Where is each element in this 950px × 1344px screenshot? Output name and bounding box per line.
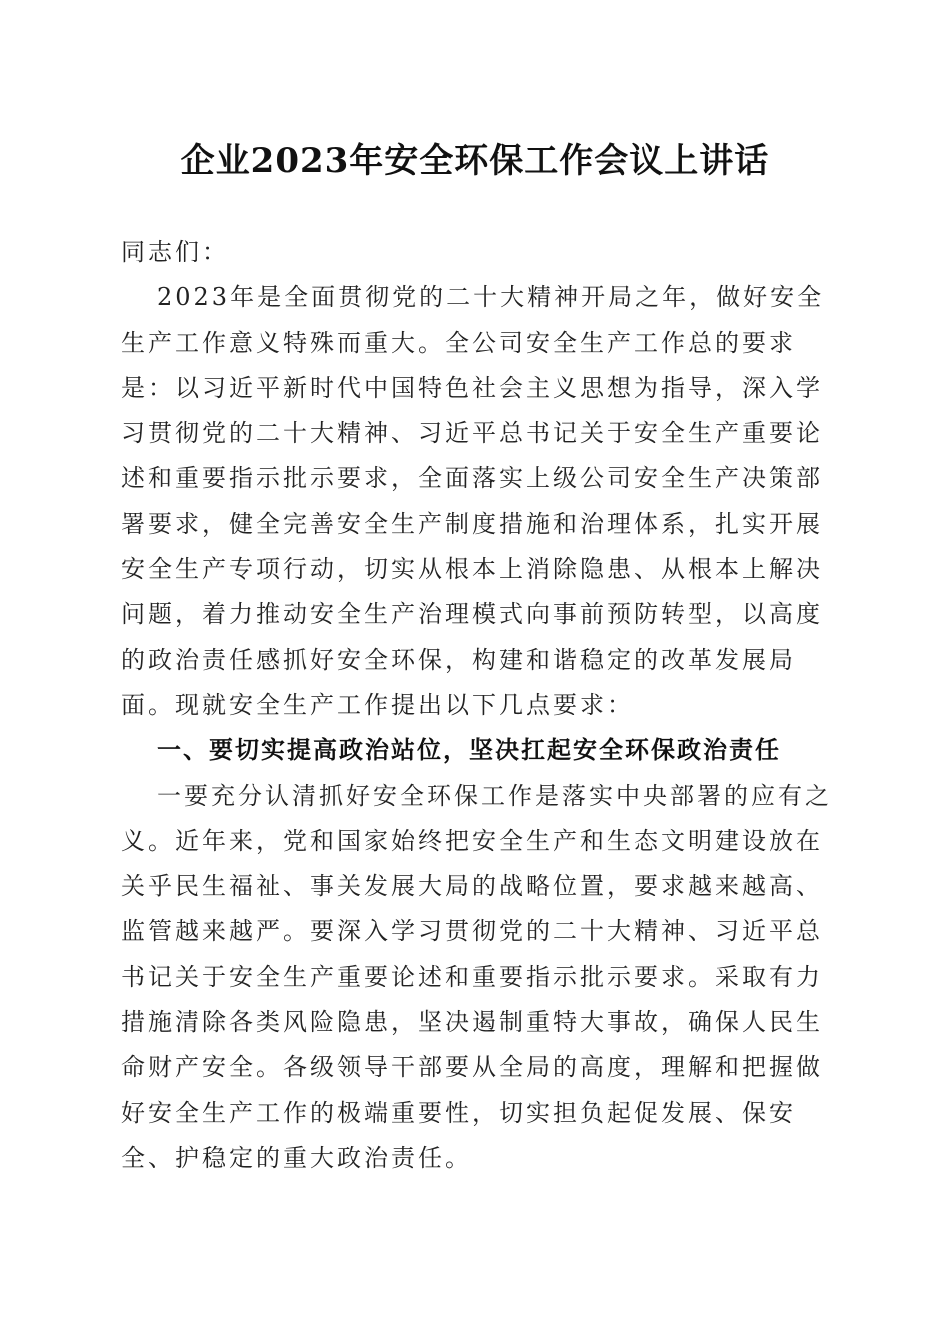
section-paragraph: 一要充分认清抓好安全环保工作是落实中央部署的应有之义。近年来，党和国家始终把安全生产和生态文明建设放在关乎民生福祉、事关发展大局的战略位置，要求越来越高、监管越来越严。要深入学习贯彻党的二十大精神、习近平总书记关于安全生产重要论述和重要指示批示要求。采取有力措施清除各类风险隐患，坚决遏制重特大事故，确保人民生命财产安全。各级领导干部要从全局的高度，理解和把握做好安全生产工作的极端重要性，切实担负起促发展、保安全、护稳定的重大政治责任。 [121,781,832,1172]
salutation: 同志们： [121,238,229,266]
intro-paragraph: 2023年是全面贯彻党的二十大精神开局之年，做好安全生产工作意义特殊而重大。全公司安全生产工作总的要求是：以习近平新时代中国特色社会主义思想为指导，深入学习贯彻党的二十大精神、习近平总书记关于安全生产重要论述和重要指示批示要求，全面落实上级公司安全生产决策部署要求，健全完善安全生产制度措施和治理体系，扎实开展安全生产专项行动，切实从根本上消除隐患、从根本上解决问题，着力推动安全生产治理模式向事前预防转型，以高度的政治责任感抓好安全环保，构建和谐稳定的改革发展局面。现就安全生产工作提出以下几点要求： [121,283,825,719]
section-heading: 一、要切实提高政治站位，坚决扛起安全环保政治责任 [157,736,781,765]
document-title: 企业2023年安全环保工作会议上讲话 [180,141,770,181]
document-body [121,230,833,1181]
